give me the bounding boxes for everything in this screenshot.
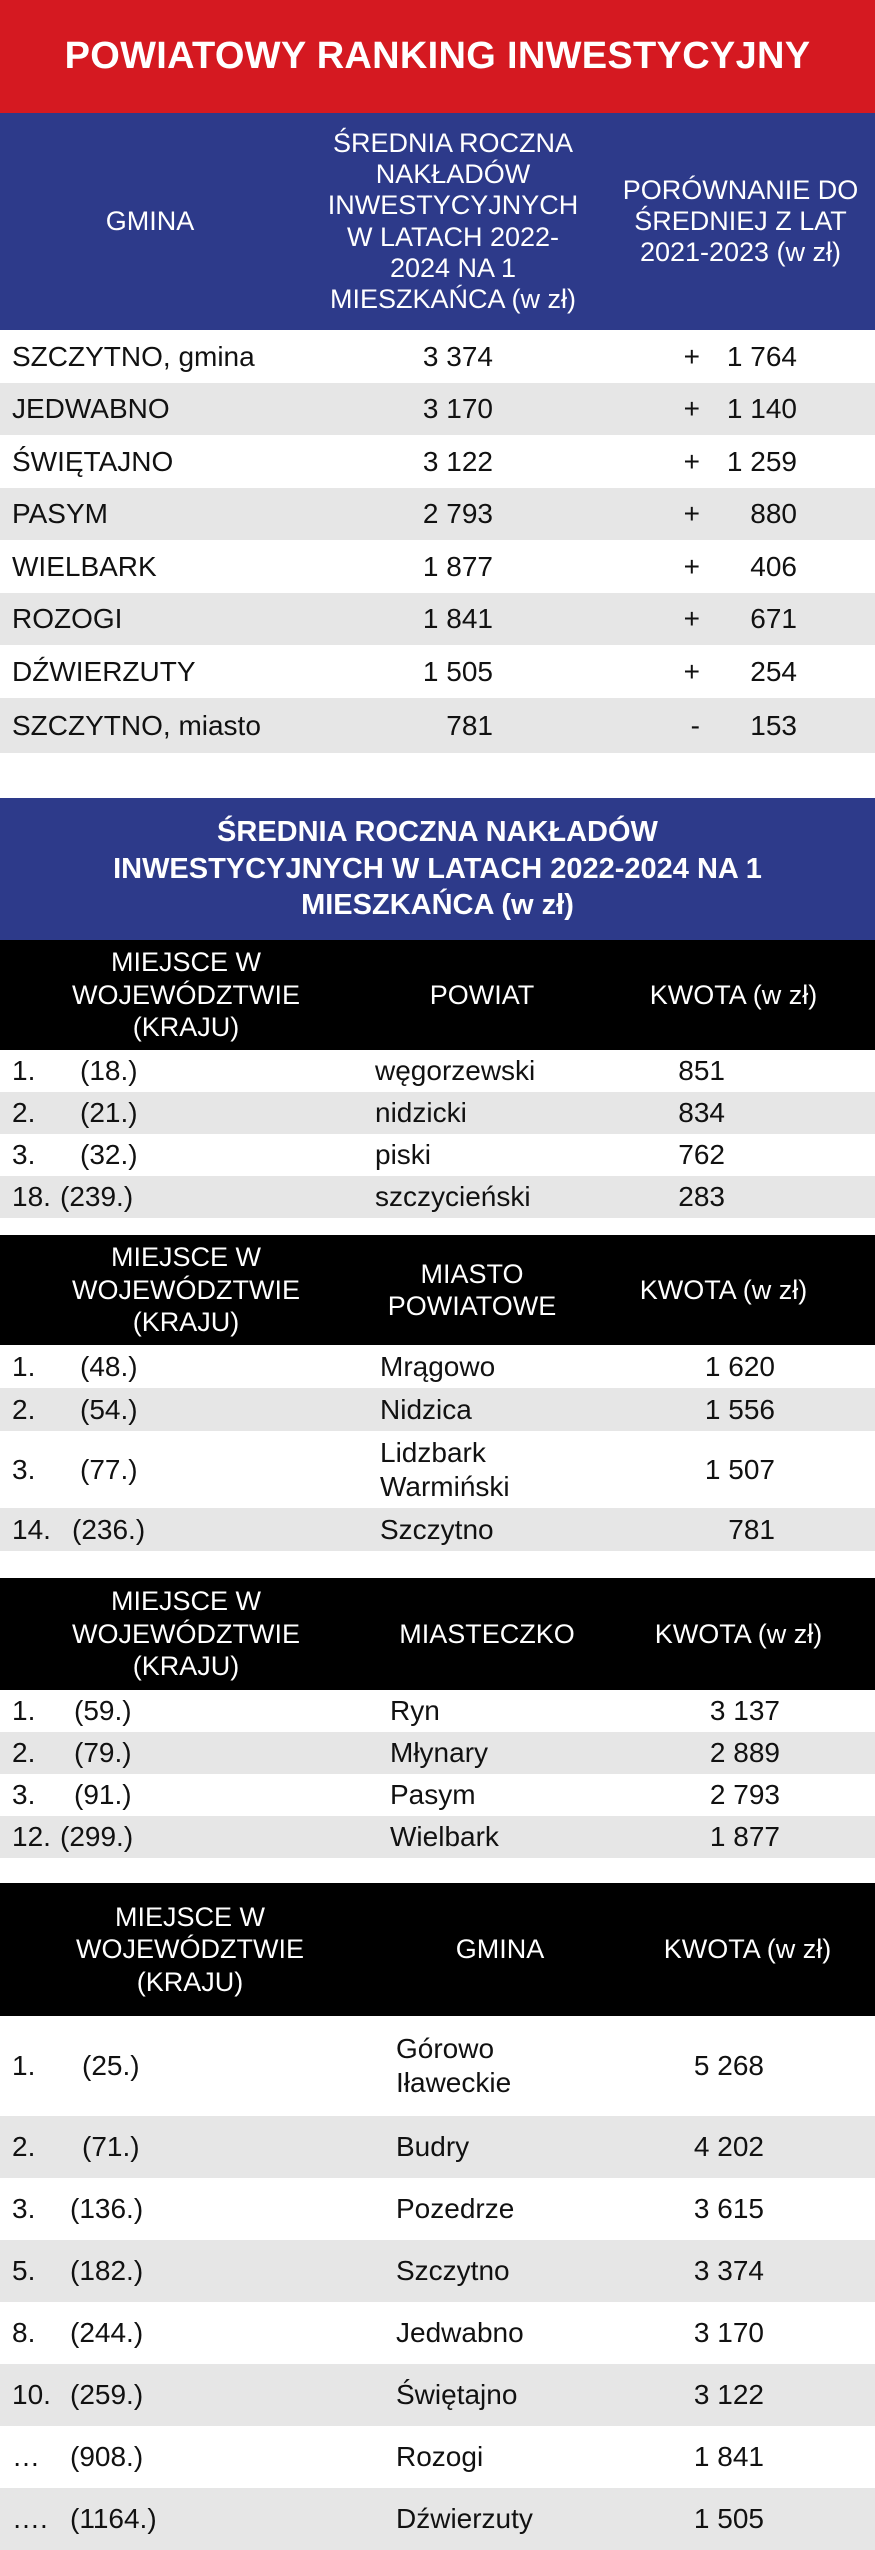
rank-national: (239.) bbox=[60, 1181, 134, 1212]
gmina-name: PASYM bbox=[12, 498, 108, 529]
rank-amount: 1 505 bbox=[693, 2503, 764, 2534]
table-row bbox=[0, 2178, 875, 2240]
gmina-diff: 880 bbox=[750, 498, 797, 529]
powiat-table-header bbox=[0, 940, 875, 1050]
miasto-table-header bbox=[0, 1235, 875, 1345]
rank-national: (136.) bbox=[70, 2193, 144, 2224]
gmina-value: 1 841 bbox=[422, 603, 493, 634]
miasteczko-table-header bbox=[0, 1578, 875, 1690]
gmina-value: 2 793 bbox=[422, 498, 493, 529]
rank-national: (25.) bbox=[82, 2050, 140, 2081]
rank-national: (182.) bbox=[70, 2255, 144, 2286]
gmina-diff: 1 764 bbox=[726, 340, 797, 372]
rank-name: węgorzewski bbox=[375, 1055, 536, 1086]
table-row bbox=[0, 698, 875, 753]
rank-amount: 851 bbox=[678, 1055, 725, 1086]
rank-place: …. bbox=[12, 2503, 48, 2534]
table-row bbox=[0, 330, 875, 383]
rank-national: (259.) bbox=[70, 2379, 144, 2410]
rank-name: Mrągowo bbox=[380, 1350, 496, 1382]
rank-amount: 2 889 bbox=[709, 1737, 780, 1768]
rank-place: 1. bbox=[12, 1350, 36, 1382]
rank-amount: 1 841 bbox=[693, 2441, 764, 2472]
rank-national: (91.) bbox=[74, 1779, 132, 1810]
rank-name: Pasym bbox=[390, 1779, 476, 1810]
gmina-diff: 406 bbox=[750, 550, 797, 582]
rank-name: Pozedrze bbox=[396, 2193, 515, 2224]
table-row bbox=[0, 1345, 875, 1388]
header-amount: KWOTA (w zł) bbox=[649, 979, 818, 1010]
rank-place: 8. bbox=[12, 2317, 36, 2348]
rank-national: (1164.) bbox=[70, 2503, 157, 2534]
gmina-value: 781 bbox=[446, 709, 493, 741]
header-amount: KWOTA (w zł) bbox=[639, 1274, 808, 1305]
gmina-diff: 1 140 bbox=[726, 393, 797, 424]
table-row bbox=[0, 2364, 875, 2426]
rank-national: (236.) bbox=[72, 1513, 146, 1545]
rank-name: Szczytno bbox=[380, 1513, 494, 1545]
gmina-diff: 671 bbox=[750, 603, 797, 634]
gmina-diff: 1 259 bbox=[726, 445, 797, 477]
rank-national: (79.) bbox=[74, 1737, 132, 1768]
gmina-name: DŹWIERZUTY bbox=[12, 655, 196, 687]
rank-national: (54.) bbox=[80, 1393, 138, 1425]
table-row bbox=[0, 1732, 875, 1774]
header-miasteczko: MIASTECZKO bbox=[399, 1618, 575, 1649]
rank-place: 12. bbox=[12, 1821, 51, 1852]
gmina-rank-table-header bbox=[0, 1883, 875, 2016]
gmina-value: 3 170 bbox=[422, 393, 493, 424]
rank-national: (299.) bbox=[60, 1821, 134, 1852]
header-amount: KWOTA (w zł) bbox=[663, 1934, 832, 1965]
table-row bbox=[0, 645, 875, 698]
section-title: ŚREDNIA ROCZNA NAKŁADÓW INWESTYCYJNYCH W LATACH 2022-2024 NA 1 MIESZKAŃCA (w zł) bbox=[0, 798, 875, 940]
gmina-sign: - bbox=[690, 709, 700, 741]
rank-national: (32.) bbox=[80, 1139, 138, 1170]
rank-national: (59.) bbox=[74, 1695, 132, 1726]
rank-place: 3. bbox=[12, 1453, 36, 1485]
header-place: MIEJSCE W WOJEWÓDZTWIE (KRAJU) bbox=[76, 1901, 304, 1997]
gmina-name: WIELBARK bbox=[12, 550, 157, 582]
gmina-table-header bbox=[0, 113, 875, 330]
gmina-sign: + bbox=[683, 498, 700, 529]
rank-place: 18. bbox=[12, 1181, 51, 1212]
rank-amount: 3 170 bbox=[693, 2317, 764, 2348]
rank-name: Dźwierzuty bbox=[396, 2503, 533, 2534]
rank-name: Wielbark bbox=[390, 1821, 499, 1852]
rank-place: … bbox=[12, 2441, 40, 2472]
rank-national: (77.) bbox=[80, 1453, 138, 1485]
table-row bbox=[0, 2240, 875, 2302]
rank-place: 1. bbox=[12, 2050, 36, 2081]
rank-amount: 5 268 bbox=[693, 2050, 764, 2081]
header-place: MIEJSCE W WOJEWÓDZTWIE (KRAJU) bbox=[72, 1586, 300, 1682]
rank-place: 2. bbox=[12, 1393, 36, 1425]
rank-national: (908.) bbox=[70, 2441, 144, 2472]
table-row bbox=[0, 2116, 875, 2178]
rank-place: 2. bbox=[12, 2131, 36, 2162]
gmina-value: 3 374 bbox=[422, 340, 493, 372]
rank-name: szczycieński bbox=[375, 1181, 531, 1212]
rank-amount: 283 bbox=[678, 1181, 725, 1212]
rank-place: 3. bbox=[12, 1779, 36, 1810]
gmina-value: 1 877 bbox=[422, 550, 493, 582]
header-place: MIEJSCE W WOJEWÓDZTWIE (KRAJU) bbox=[72, 947, 300, 1043]
gmina-sign: + bbox=[683, 340, 700, 372]
rank-name: nidzicki bbox=[375, 1097, 467, 1128]
rank-name: Nidzica bbox=[380, 1393, 472, 1425]
rank-name: Ryn bbox=[390, 1695, 440, 1726]
gmina-name: JEDWABNO bbox=[12, 393, 170, 424]
rank-national: (18.) bbox=[80, 1055, 138, 1086]
gmina-diff: 254 bbox=[750, 655, 797, 687]
table-row bbox=[0, 540, 875, 593]
rank-place: 1. bbox=[12, 1695, 36, 1726]
rank-amount: 4 202 bbox=[693, 2131, 764, 2162]
table-row bbox=[0, 2426, 875, 2488]
rank-amount: 1 556 bbox=[704, 1393, 775, 1425]
table-row bbox=[0, 1816, 875, 1858]
rank-place: 5. bbox=[12, 2255, 36, 2286]
rank-place: 10. bbox=[12, 2379, 51, 2410]
rank-name: Jedwabno bbox=[396, 2317, 524, 2348]
table-row bbox=[0, 2016, 875, 2116]
rank-name: piski bbox=[375, 1139, 432, 1170]
gmina-sign: + bbox=[683, 655, 700, 687]
table-row bbox=[0, 2302, 875, 2364]
table-row bbox=[0, 2488, 875, 2550]
rank-amount: 3 374 bbox=[693, 2255, 764, 2286]
rank-amount: 3 137 bbox=[709, 1695, 780, 1726]
rank-name: Budry bbox=[396, 2131, 470, 2162]
rank-amount: 781 bbox=[728, 1513, 775, 1545]
gmina-sign: + bbox=[683, 603, 700, 634]
table-row bbox=[0, 1092, 875, 1134]
rank-place: 2. bbox=[12, 1737, 36, 1768]
page-title: POWIATOWY RANKING INWESTYCYJNY bbox=[0, 0, 875, 113]
gmina-value: 1 505 bbox=[422, 655, 493, 687]
table-row bbox=[0, 1431, 875, 1508]
header-amount: KWOTA (w zł) bbox=[654, 1618, 823, 1649]
rank-name: Młynary bbox=[390, 1737, 489, 1768]
gmina-name: SZCZYTNO, miasto bbox=[12, 709, 261, 741]
table-row bbox=[0, 1050, 875, 1092]
gmina-name: ŚWIĘTAJNO bbox=[12, 445, 174, 477]
table-row bbox=[0, 383, 875, 435]
gmina-name: ROZOGI bbox=[12, 603, 123, 634]
header-gmina: GMINA bbox=[455, 1934, 545, 1965]
table-row bbox=[0, 1134, 875, 1176]
table-row bbox=[0, 1388, 875, 1431]
table-row bbox=[0, 1690, 875, 1732]
table-row bbox=[0, 1508, 875, 1551]
header-average: ŚREDNIA ROCZNA NAKŁADÓW INWESTYCYJNYCH W LATACH 2022-2024 NA 1 MIESZKAŃCA (w zł) bbox=[327, 127, 579, 315]
rank-national: (48.) bbox=[80, 1350, 138, 1382]
header-miasto: MIASTO POWIATOWE bbox=[387, 1258, 557, 1321]
header-comparison: PORÓWNANIE DO ŚREDNIEJ Z LAT 2021-2023 (w zł) bbox=[622, 174, 859, 268]
table-row bbox=[0, 435, 875, 488]
gmina-diff: 153 bbox=[750, 709, 797, 741]
rank-amount: 1 507 bbox=[704, 1453, 775, 1485]
rank-name: Szczytno bbox=[396, 2255, 510, 2286]
table-row bbox=[0, 1176, 875, 1218]
rank-amount: 3 615 bbox=[693, 2193, 764, 2224]
rank-place: 14. bbox=[12, 1513, 51, 1545]
gmina-sign: + bbox=[683, 393, 700, 424]
rank-name: Górowo Iławeckie bbox=[396, 2033, 512, 2098]
table-row bbox=[0, 1774, 875, 1816]
rank-national: (244.) bbox=[70, 2317, 144, 2348]
rank-place: 1. bbox=[12, 1055, 36, 1086]
rank-amount: 3 122 bbox=[693, 2379, 764, 2410]
rank-amount: 762 bbox=[678, 1139, 725, 1170]
gmina-name: SZCZYTNO, gmina bbox=[12, 340, 255, 372]
rank-place: 3. bbox=[12, 2193, 36, 2224]
table-row bbox=[0, 488, 875, 540]
header-place: MIEJSCE W WOJEWÓDZTWIE (KRAJU) bbox=[72, 1242, 300, 1338]
rank-name: Rozogi bbox=[396, 2441, 484, 2472]
rank-name: Lidzbark Warmiński bbox=[380, 1436, 510, 1502]
rank-amount: 1 877 bbox=[709, 1821, 780, 1852]
rank-amount: 1 620 bbox=[704, 1350, 775, 1382]
table-row bbox=[0, 593, 875, 645]
rank-place: 2. bbox=[12, 1097, 36, 1128]
gmina-sign: + bbox=[683, 550, 700, 582]
header-powiat: POWIAT bbox=[429, 979, 535, 1010]
rank-name: Świętajno bbox=[396, 2379, 518, 2410]
rank-amount: 834 bbox=[678, 1097, 725, 1128]
header-gmina: GMINA bbox=[105, 205, 195, 236]
rank-amount: 2 793 bbox=[709, 1779, 780, 1810]
rank-national: (21.) bbox=[80, 1097, 138, 1128]
gmina-value: 3 122 bbox=[422, 445, 493, 477]
rank-place: 3. bbox=[12, 1139, 36, 1170]
rank-national: (71.) bbox=[82, 2131, 140, 2162]
gmina-sign: + bbox=[683, 445, 700, 477]
